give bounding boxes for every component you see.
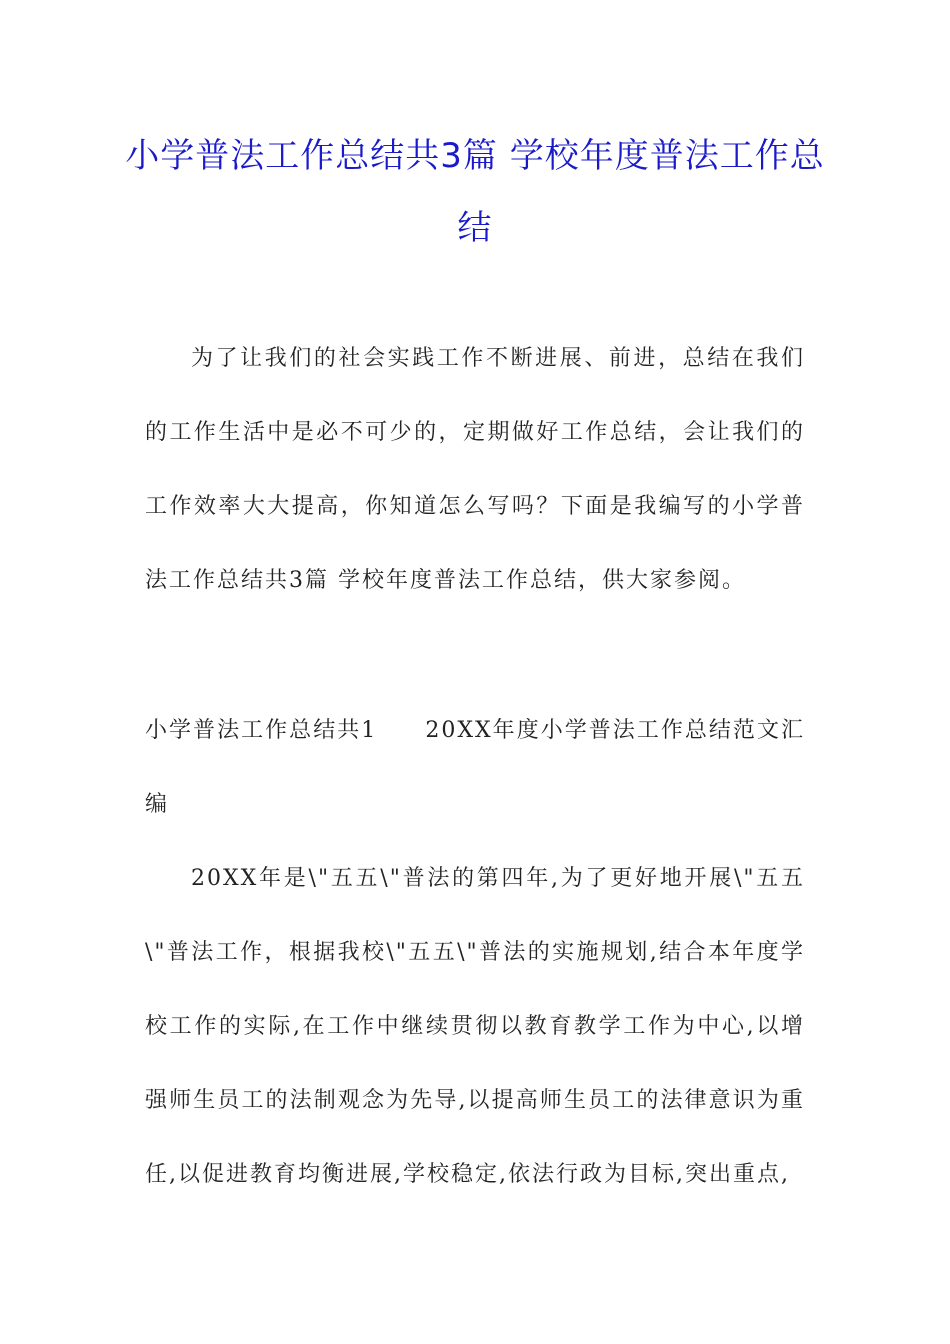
body-paragraph: 20XX年是\"五五\"普法的第四年,为了更好地开展\"五五\"普法工作，根据我校\"五五\"普法的实施规划,结合本年度学校工作的实际,在工作中继续贯彻以教育教学工作为中心,以增强师生员工的法制观念为先导,以提高师生员工的法律意识为重任,以促进教育均衡进展,学校稳定,依法行政为目标,突出重点,	[145, 866, 805, 1187]
intro-paragraph: 为了让我们的社会实践工作不断进展、前进，总结在我们的工作生活中是必不可少的，定期做好工作总结，会让我们的工作效率大大提高，你知道怎么写吗？下面是我编写的小学普法工作总结共3篇 学校年度普法工作总结，供大家参阅。	[145, 346, 805, 593]
section-heading: 小学普法工作总结共1 20XX年度小学普法工作总结范文汇编	[145, 718, 805, 817]
document-title: 小学普法工作总结共3篇 学校年度普法工作总结	[125, 136, 825, 248]
